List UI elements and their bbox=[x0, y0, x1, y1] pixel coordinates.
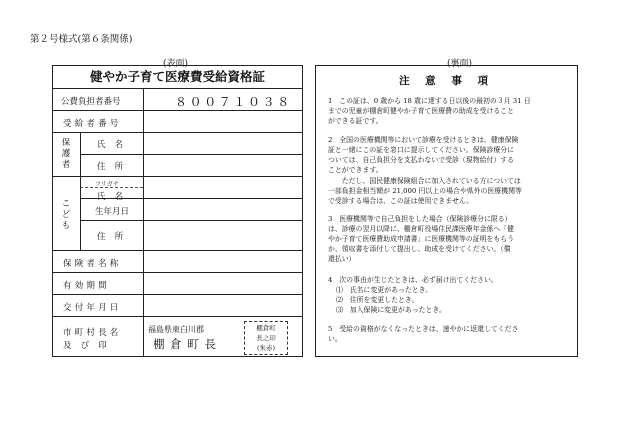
seal-line-2: 長之印 bbox=[256, 334, 276, 342]
note-4: 4 次の事由が生じたときは、必ず届け出てください。 ⑴ 氏名に変更があったとき。 ⑵ 住所を変更したとき。 ⑶ 加入保険に変更があったとき。 bbox=[328, 276, 498, 314]
back-notes-card bbox=[315, 65, 578, 357]
guardian-name-label: 氏 名 bbox=[97, 140, 127, 150]
note-3: 3 医療機関等で自己負担をした場合（保険診療分に限る） は、診療の翌月以降に、棚倉町役場住民課医療年金係へ「健 やか子育て医療費助成申請書」に医療機関等の証明をもらう か、領収書を添付して提出し、助成を受けてください。（償 還払い） bbox=[328, 215, 515, 263]
seal-line-1: 棚倉町 bbox=[256, 324, 276, 332]
seal-line-3: (朱赤) bbox=[256, 344, 276, 352]
child-address-label: 住 所 bbox=[97, 232, 127, 242]
guardian-address-label: 住 所 bbox=[97, 162, 127, 172]
child-name-label: 氏 名 bbox=[97, 192, 127, 202]
certificate-title: 健やか子育て医療費受給資格証 bbox=[53, 66, 302, 89]
mayor-name-label: 市町村長名 bbox=[63, 328, 122, 338]
municipality-mayor: 棚 倉 町 長 bbox=[153, 337, 217, 351]
note-1: 1 この証は、0 歳から 18 歳に達する日以後の最初の３月 31 日 までの児童が棚倉町健やか子育て医療費の助成を受けること ができる証です。 bbox=[328, 97, 531, 125]
issue-date-label: 交付年月日 bbox=[63, 303, 122, 313]
notes-title: 注 意 事 項 bbox=[399, 75, 494, 87]
official-seal-placeholder bbox=[244, 321, 288, 355]
validity-period-label: 有効期間 bbox=[63, 281, 110, 291]
seal-label: 及 び 印 bbox=[63, 341, 110, 351]
furigana-label: フリガナ bbox=[95, 181, 119, 188]
note-2: 2 全国の医療機関等において診療を受けるときは、健康保険 証と一緒にこの証を窓口に提示してください。保険診療分に ついては、自己負担分を支払わないで受診（現物給付）する ことができます。 bbox=[328, 136, 519, 174]
recipient-number-label: 受給者番号 bbox=[63, 119, 122, 129]
municipality-prefecture: 福島県東白川郡 bbox=[148, 325, 204, 334]
payer-number-label: 公費負担者番号 bbox=[61, 97, 121, 107]
front-certificate-card bbox=[52, 65, 303, 357]
payer-number-value: ８００７１０３８ bbox=[175, 95, 292, 109]
note-2-proviso: ただし、国民健康保険組合に加入されている方については 一部負担金相当額が 21,000 円以上の場合や県外の医療機関等 で受診する場合は、この証は使用できません。 bbox=[328, 177, 522, 205]
insurer-name-label: 保険者名称 bbox=[63, 259, 122, 269]
front-side-label: (表面) bbox=[163, 59, 189, 69]
birthdate-label: 生年月日 bbox=[95, 207, 130, 217]
guardian-label: 保護者 bbox=[61, 138, 71, 170]
note-5: 5 受給の資格がなくなったときは、速やかに返還してくださ い。 bbox=[328, 325, 519, 343]
child-label: こども bbox=[61, 199, 71, 231]
back-side-label: (裏面) bbox=[447, 59, 473, 69]
form-number: 第２号様式(第６条関係) bbox=[30, 34, 133, 45]
